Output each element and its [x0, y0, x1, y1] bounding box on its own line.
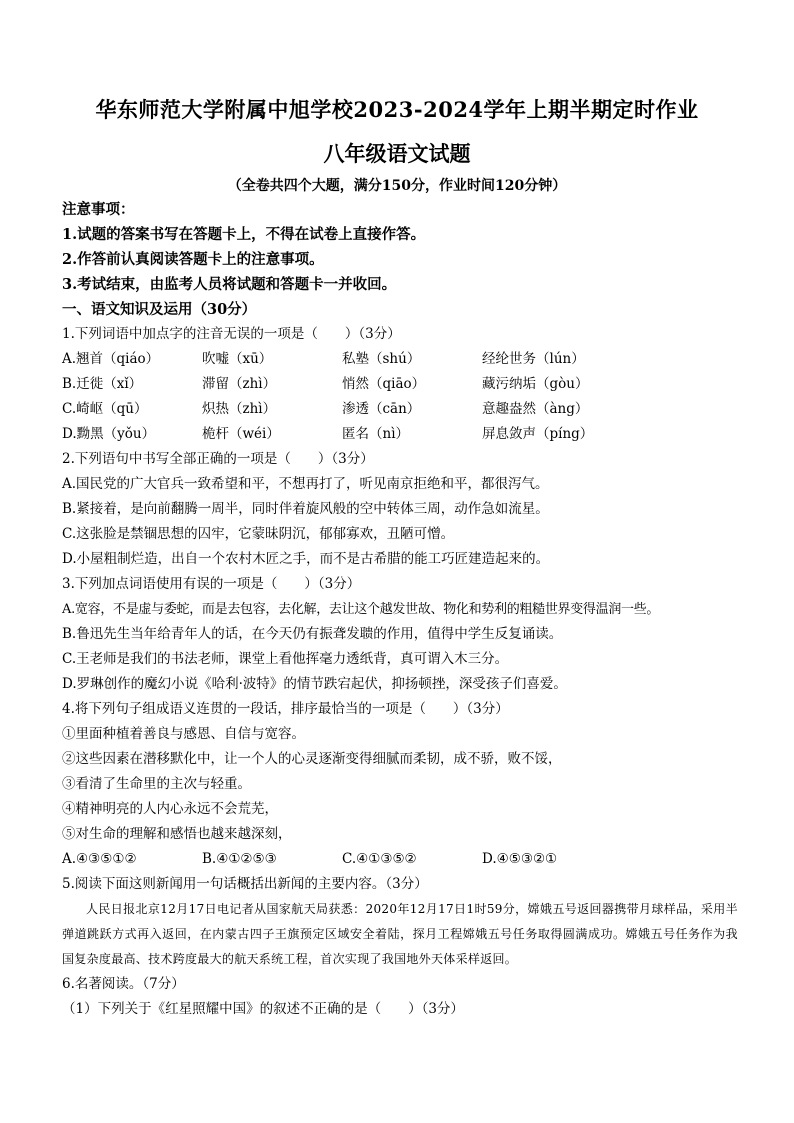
option-cell: 意趣盎然（àng） — [482, 401, 589, 417]
news-paragraph: 人民日报北京12月17日电记者从国家航天局获悉：2020年12月17日1时59分，嫦娥五号返回器携带月球样品，采用半弹道跳跃方式再入返回，在内蒙古四子王旗预定区域安全着陆，探月工程嫦娥五号任务取得圆满成功。嫦娥五号任务作为我国复杂度最高、技术跨度最大的航天系统工程，首次实现了我国地外天体采样返回。 — [62, 902, 738, 966]
question-3-stem: 3.下列加点词语使用有误的一项是（ ）（3分） — [62, 576, 361, 592]
question-1-row-d — [62, 422, 738, 447]
question-3-option: C.王老师是我们的书法老师，课堂上看他挥毫力透纸背，真可谓入木三分。 — [62, 651, 509, 667]
question-4-sentence: ①里面种植着善良与感恩、自信与宽容。 — [62, 726, 305, 742]
question-4-options — [62, 847, 738, 872]
question-2-stem: 2.下列语句中书写全部正确的一项是（ ）（3分） — [62, 451, 374, 467]
question-4-stem: 4.将下列句子组成语义连贯的一段话，排序最恰当的一项是（ ）（3分） — [62, 701, 509, 717]
question-2-option: A.国民党的广大官兵一致希望和平，不想再打了，听见南京拒绝和平，都很泻气。 — [62, 476, 549, 492]
page-title: 华东师范大学附属中旭学校2023-2024学年上期半期定时作业 — [95, 97, 699, 122]
question-4-sentence: ②这些因素在潜移默化中，让一个人的心灵逐渐变得细腻而柔韧，成不骄，败不馁， — [62, 751, 562, 767]
option-cell: 屏息敛声（píng） — [482, 426, 594, 442]
page-subtitle: 八年级语文试题 — [323, 141, 471, 166]
question-4-sentence: ③看清了生命里的主次与轻重。 — [62, 776, 251, 792]
option-cell: C.④①③⑤② — [342, 851, 417, 867]
option-cell: 渗透（cān） — [342, 401, 421, 417]
option-cell: B.迁徙（xǐ） — [62, 376, 143, 392]
question-4-sentence: ④精神明亮的人内心永远不会荒芜， — [62, 801, 278, 817]
option-cell: A.④③⑤①② — [62, 851, 137, 867]
option-cell: 藏污纳垢（gòu） — [482, 376, 589, 392]
exam-note: （全卷共四个大题，满分150分，作业时间120分钟） — [227, 178, 567, 194]
option-cell: 悄然（qiāo） — [342, 376, 426, 392]
question-1-row-b — [62, 372, 738, 397]
notice-heading: 注意事项： — [62, 201, 135, 218]
option-cell: 滞留（zhì） — [202, 376, 277, 392]
question-1-row-a — [62, 347, 738, 372]
option-cell: B.④①②⑤③ — [202, 851, 277, 867]
question-2-option: C.这张脸是禁锢思想的囚牢，它蒙昧阴沉，郁郁寡欢，丑陋可憎。 — [62, 526, 455, 542]
question-6-sub1: （1）下列关于《红星照耀中国》的叙述不正确的是（ ）（3分） — [62, 1001, 464, 1017]
question-3-option: B.鲁迅先生当年给青年人的话，在今天仍有振聋发聩的作用，值得中学生反复诵读。 — [62, 626, 563, 642]
option-cell: 经纶世务（lún） — [482, 351, 585, 367]
option-cell: A.翘首（qiáo） — [62, 351, 160, 367]
question-4-sentence: ⑤对生命的理解和感悟也越来越深刻， — [62, 826, 292, 842]
notice-item: 1.试题的答案书写在答题卡上，不得在试卷上直接作答。 — [62, 226, 426, 243]
section-heading: 一、语文知识及运用（30分） — [62, 301, 257, 318]
option-cell: 炽热（zhì） — [202, 401, 277, 417]
option-cell: D.黝黑（yǒu） — [62, 426, 156, 442]
question-1-stem: 1.下列词语中加点字的注音无误的一项是（ ）（3分） — [62, 326, 401, 342]
option-cell: 匿名（nì） — [342, 426, 410, 442]
question-1-row-c — [62, 397, 738, 422]
exam-content — [62, 197, 738, 1022]
option-cell: 私塾（shú） — [342, 351, 421, 367]
question-3-option: D.罗琳创作的魔幻小说《哈利·波特》的情节跌宕起伏，抑扬顿挫，深受孩子们喜爱。 — [62, 676, 567, 692]
option-cell: 桅杆（wéi） — [202, 426, 280, 442]
option-cell: C.崎岖（qū） — [62, 401, 148, 417]
notice-item: 2.作答前认真阅读答题卡上的注意事项。 — [62, 251, 324, 268]
question-3-option: A.宽容，不是虚与委蛇，而是去包容，去化解，去让这个越发世故、物化和势利的粗糙世界变得温润一些。 — [62, 602, 660, 617]
question-5-stem: 5.阅读下面这则新闻用一句话概括出新闻的主要内容。（3分） — [62, 876, 428, 892]
option-cell: 吹嘘（xū） — [202, 351, 273, 367]
option-cell: D.④⑤③②① — [482, 851, 558, 867]
question-2-option: D.小屋粗制烂造，出自一个农村木匠之手，而不是古希腊的能工巧匠建造起来的。 — [62, 551, 550, 567]
question-6-stem: 6.名著阅读。（7分） — [62, 976, 185, 992]
question-2-option: B.紧接着，是向前翻腾一周半，同时伴着旋风般的空中转体三周，动作急如流星。 — [62, 501, 549, 517]
notice-item: 3.考试结束，由监考人员将试题和答题卡一并收回。 — [62, 276, 397, 293]
